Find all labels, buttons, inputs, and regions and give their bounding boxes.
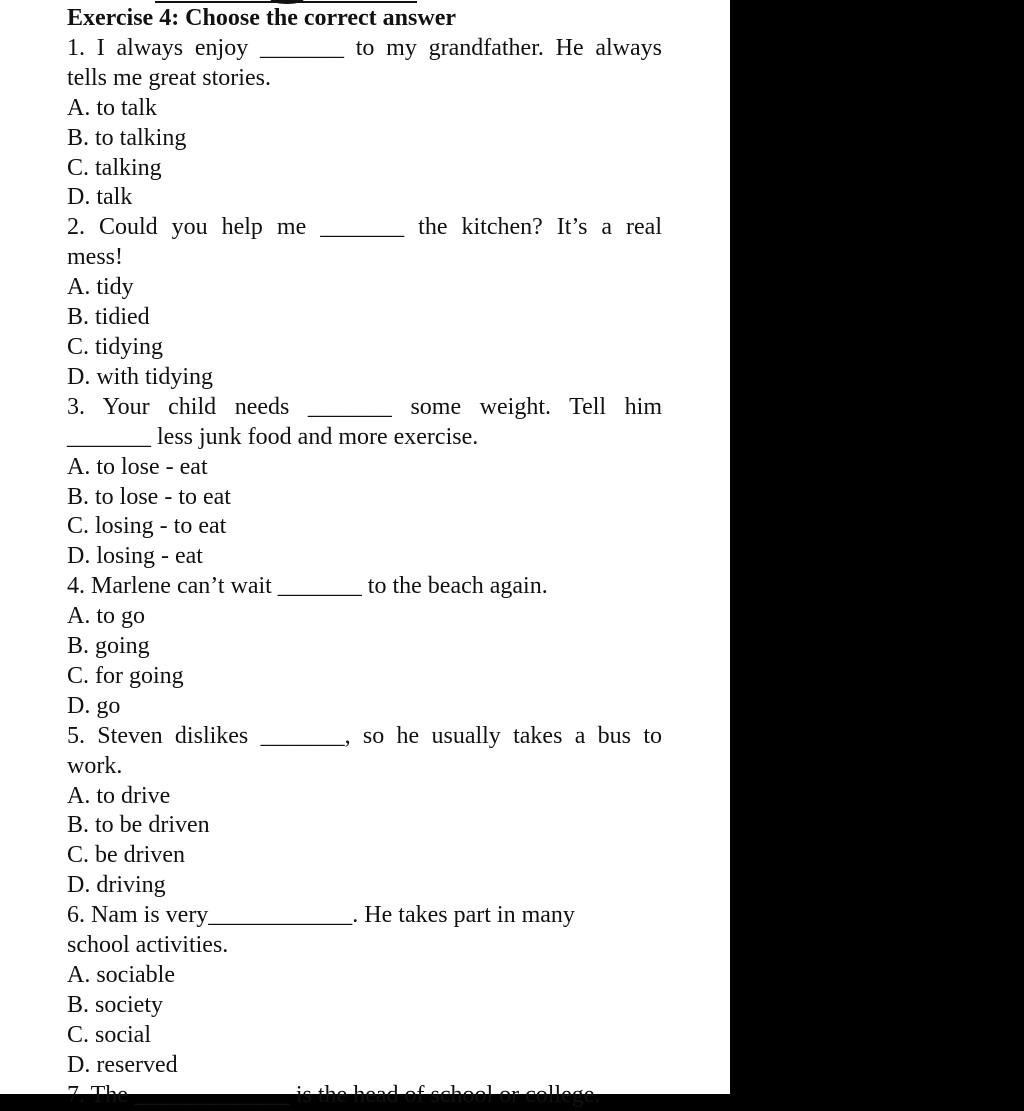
question-text: 5. Steven dislikes _______, so he usually takes a bus to <box>67 722 662 749</box>
answer-option-c: C. losing - to eat <box>67 513 227 540</box>
question-text: 3. Your child needs _______ some weight. Tell him <box>67 393 662 420</box>
answer-option-d: D. driving <box>67 872 166 899</box>
exercise-content <box>67 4 662 1111</box>
question-text: mess! <box>67 244 123 271</box>
answer-option-c: C. tidying <box>67 333 164 360</box>
answer-option-a: A. sociable <box>67 962 175 988</box>
question-2 <box>67 213 662 392</box>
question-text: work. <box>67 752 123 779</box>
answer-option-a: A. to drive <box>67 782 171 809</box>
answer-option-c: C. for going <box>67 662 184 689</box>
exercise-heading: Exercise 4: Choose the correct answer <box>67 5 456 31</box>
question-6 <box>67 901 662 1080</box>
answer-option-b: B. to talking <box>67 124 187 151</box>
question-text: 4. Marlene can’t wait _______ to the beach again. <box>67 573 548 600</box>
question-4 <box>67 572 662 722</box>
question-text: 1. I always enjoy _______ to my grandfather. He always <box>67 34 662 61</box>
answer-option-a: A. to lose - eat <box>67 453 208 480</box>
answer-option-d: D. losing - eat <box>67 543 203 570</box>
answer-option-b: B. society <box>67 991 163 1018</box>
question-1 <box>67 34 662 213</box>
answer-option-d: D. go <box>67 692 121 719</box>
question-3 <box>67 393 662 572</box>
question-text: 7. The _____________ is the head of school or college. <box>67 1081 601 1108</box>
answer-option-b: B. to be driven <box>67 812 210 839</box>
answer-option-d: D. talk <box>67 184 133 211</box>
question-text: _______ less junk food and more exercise. <box>67 423 479 450</box>
question-text: 6. Nam is very____________. He takes part in many <box>67 902 575 929</box>
question-text: 2. Could you help me _______ the kitchen? It’s a real <box>67 214 662 241</box>
question-text: school activities. <box>67 932 229 959</box>
answer-option-b: B. going <box>67 633 150 660</box>
answer-option-a: A. tidy <box>67 274 134 301</box>
question-text: tells me great stories. <box>67 64 271 91</box>
answer-option-b: B. tidied <box>67 304 150 331</box>
question-7 <box>67 1081 662 1111</box>
answer-option-c: C. talking <box>67 154 162 181</box>
answer-option-d: D. with tidying <box>67 363 214 390</box>
answer-option-b: B. to lose - to eat <box>67 483 231 510</box>
answer-option-c: C. be driven <box>67 842 185 869</box>
answer-option-d: D. reserved <box>67 1051 178 1078</box>
answer-option-c: C. social <box>67 1021 151 1048</box>
answer-option-a: A. to talk <box>67 94 157 121</box>
answer-option-a: A. to go <box>67 603 145 630</box>
question-5 <box>67 722 662 901</box>
